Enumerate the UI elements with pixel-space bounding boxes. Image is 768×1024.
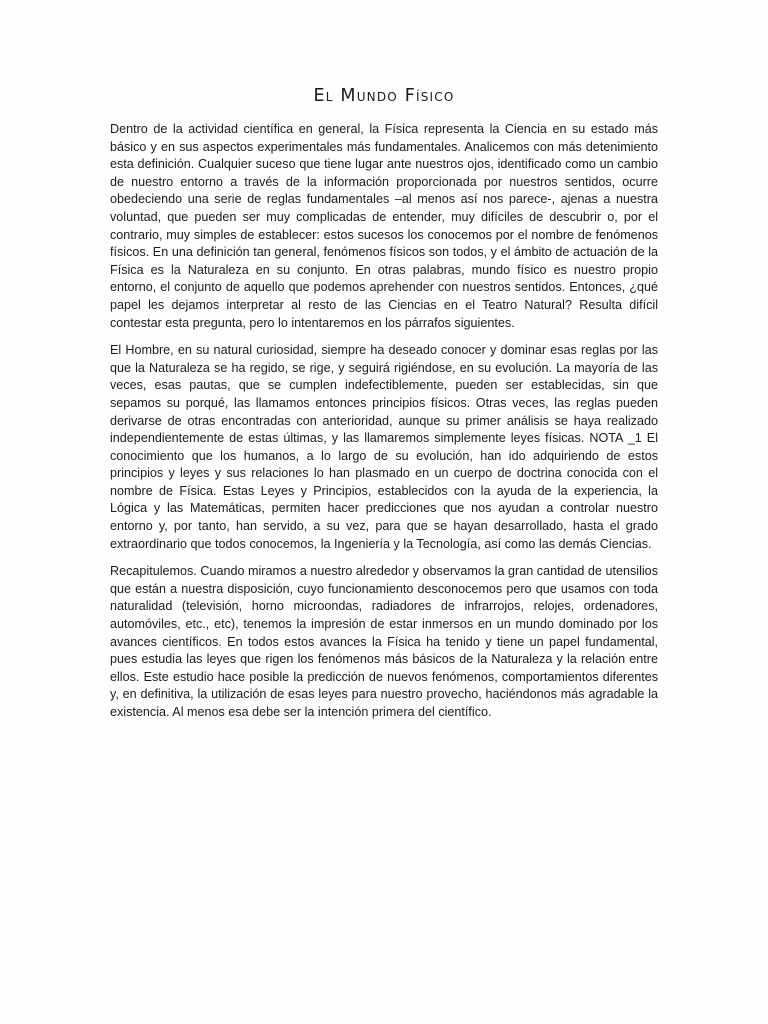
- paragraph: El Hombre, en su natural curiosidad, siempre ha deseado conocer y dominar esas reglas por las que la Naturaleza se ha regido, se rige, y seguirá rigiéndose, en su evolución. La mayoría de las veces, esas pautas, que se cumplen indefectiblemente, pueden ser establecidas, sin que sepamos su porqué, las llamamos entonces principios físicos. Otras veces, las reglas pueden derivarse de otras encontradas con anterioridad, aunque su primer análisis se haya realizado independientemente de estas últimas, y las llamaremos simplemente leyes físicas. NOTA _1 El conocimiento que los humanos, a lo largo de su evolución, han ido adquiriendo de estos principios y leyes y sus relaciones lo han plasmado en un cuerpo de doctrina conocida con el nombre de Física. Estas Leyes y Principios, establecidos con la ayuda de la experiencia, la Lógica y las Matemáticas, permiten hacer predicciones que nos ayudan a controlar nuestro entorno y, por tanto, han servido, a su vez, para que se hayan desarrollado, hasta el grado extraordinario que todos conocemos, la Ingeniería y la Tecnología, así como las demás Ciencias.: [110, 343, 658, 551]
- paragraph: Recapitulemos. Cuando miramos a nuestro alrededor y observamos la gran cantidad de utensilios que están a nuestra disposición, cuyo funcionamiento desconocemos pero que usamos con toda naturalidad (televisión, horno microondas, radiadores de infrarrojos, relojes, ordenadores, automóviles, etc., etc), tenemos la impresión de estar inmersos en un mundo dominado por los avances científicos. En todos estos avances la Física ha tenido y tiene un papel fundamental, pues estudia las leyes que rigen los fenómenos más básicos de la Naturaleza y la relación entre ellos. Este estudio hace posible la predicción de nuevos fenómenos, comportamientos diferentes y, en definitiva, la utilización de esas leyes para nuestro provecho, haciéndonos más agradable la existencia. Al menos esa debe ser la intención primera del científico.: [110, 564, 658, 719]
- paragraph: Dentro de la actividad científica en general, la Física representa la Ciencia en su estado más básico y en sus aspectos experimentales más fundamentales. Analicemos con más detenimiento esta definición. Cualquier suceso que tiene lugar ante nuestros ojos, identificado como un cambio de nuestro entorno a través de la información proporcionada por nuestros sentidos, ocurre obedeciendo una serie de reglas fundamentales –al menos así nos parece-, ajenas a nuestra voluntad, que pueden ser muy complicadas de entender, muy difíciles de descubrir o, por el contrario, muy simples de establecer: estos sucesos los conocemos por el nombre de fenómenos físicos. En una definición tan general, fenómenos físicos son todos, y el ámbito de actuación de la Física es la Naturaleza en su conjunto. En otras palabras, mundo físico es nuestro propio entorno, el conjunto de aquello que podemos aprehender con nuestros sentidos. Entonces, ¿qué papel les dejamos interpretar al resto de las Ciencias en el Teatro Natural? Resulta difícil contestar esta pregunta, pero lo intentaremos en los párrafos siguientes.: [110, 122, 658, 330]
- document-body: [110, 121, 658, 732]
- page-title: El Mundo Físico: [313, 86, 455, 106]
